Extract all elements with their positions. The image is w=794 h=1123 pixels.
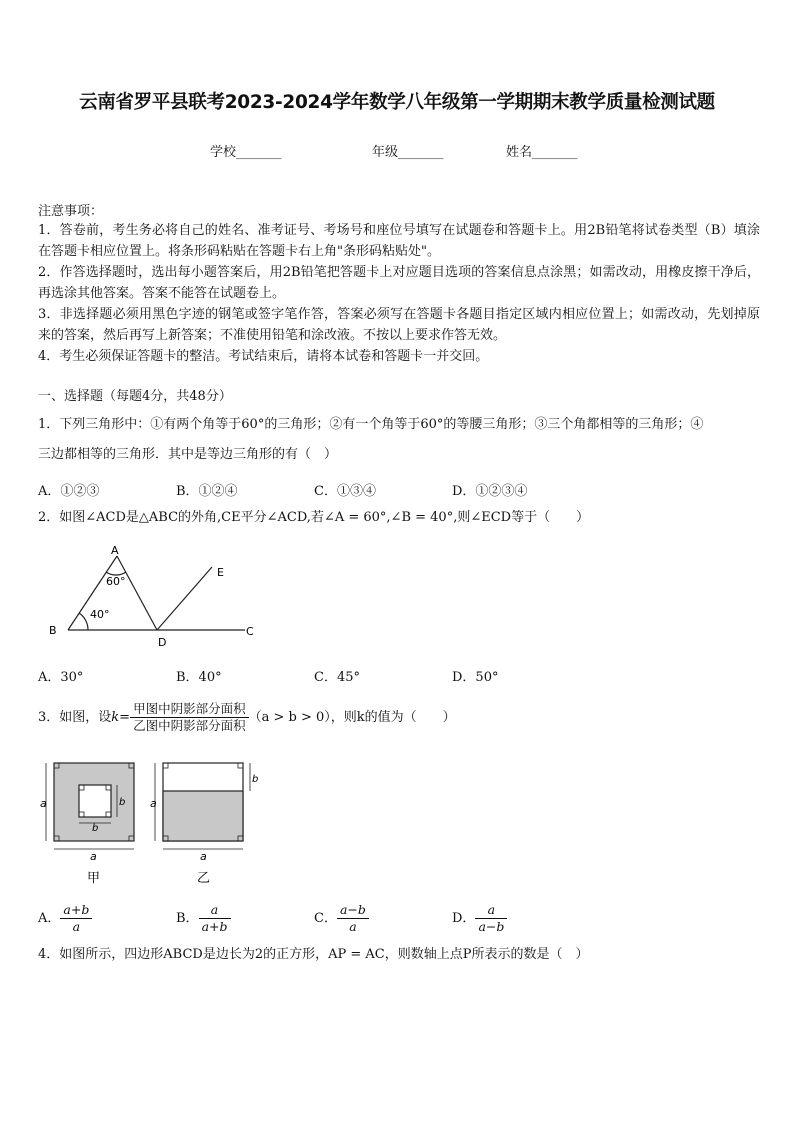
note-4: 4．考生必须保证答题卡的整洁。考试结束后，请将本试卷和答题卡一并交回。 (38, 349, 489, 364)
label-yi: 乙 (197, 871, 211, 886)
q2-option-b: B．40° (176, 670, 222, 685)
q2-stem: 2．如图∠ACD是△ABC的外角,CE平分∠ACD,若∠A = 60°,∠B = 40°,则∠ECD等于（ ） (38, 510, 590, 525)
q3-eq: = (119, 710, 131, 725)
q3-fraction-denominator: 乙图中阴影部分面积 (133, 718, 246, 733)
label-b-right-yi: b (252, 774, 259, 785)
q3-option-b-denominator: a+b (201, 919, 228, 934)
q2-option-c: C．45° (314, 670, 360, 685)
q2-option-a: A．30° (38, 670, 84, 685)
note-2: 2．作答选择题时，选出每小题答案后，用2B铅笔把答题卡上对应题目选项的答案信息点涂黑；如需改动，用橡皮擦干净后，再选涂其他答案。答案不能答在试题卷上。 (38, 265, 760, 301)
q3-option-d-label: D． (452, 911, 476, 926)
q3-option-d (452, 902, 507, 935)
q3-fraction (130, 701, 249, 734)
label-a-left: a (40, 797, 47, 810)
note-3: 3．非选择题必须用黑色字迹的钢笔或签字笔作答，答案必须写在答题卡各题目指定区域内相应位置上；如需改动，先划掉原来的答案，然后再写上新答案；不准使用铅笔和涂改液。不按以上要求作答无效。 (38, 307, 760, 343)
q3-condition: （a > b > 0），则k的值为（ ） (248, 710, 456, 725)
q3-option-c (314, 902, 369, 935)
q1-stem-line2: 三边都相等的三角形．其中是等边三角形的有（ ） (38, 447, 338, 462)
q3-fraction-numerator: 甲图中阴影部分面积 (130, 701, 249, 718)
label-jia: 甲 (87, 871, 101, 886)
figure-yi (150, 763, 258, 886)
label-b-inner-bottom: b (92, 823, 99, 834)
q3-option-b-numerator: a (199, 902, 231, 919)
page-title: 云南省罗平县联考2023-2024学年数学八年级第一学期期末教学质量检测试题 (79, 92, 715, 113)
q3-option-a-numerator: a+b (60, 902, 92, 919)
q2-triangle-figure (40, 540, 270, 655)
label-c: C (246, 625, 254, 638)
q1-option-d: D．①②③④ (452, 484, 528, 499)
name-field: 姓名_______ (506, 145, 578, 160)
label-angle-a: 60° (106, 575, 126, 588)
q3-option-c-fraction (337, 902, 369, 935)
q2-option-d: D．50° (452, 670, 499, 685)
q3-prefix: 3．如图，设 (38, 710, 112, 725)
label-a: A (111, 544, 119, 557)
q3-option-d-numerator: a (475, 902, 507, 919)
q3-option-c-label: C． (314, 911, 337, 926)
q3-option-c-denominator: a (349, 919, 357, 934)
q3-k: k (111, 710, 120, 725)
q1-stem-line1: 1．下列三角形中：①有两个角等于60°的三角形；②有一个角等于60°的等腰三角形；③三个角都相等的三角形；④ (38, 417, 704, 432)
section-heading: 一、选择题（每题4分，共48分） (38, 389, 232, 404)
q3-option-c-numerator: a−b (337, 902, 369, 919)
school-field: 学校_______ (210, 145, 282, 160)
figure-jia (40, 763, 134, 886)
q3-square-figures (40, 755, 270, 890)
note-1: 1．答卷前，考生务必将自己的姓名、准考证号、考场号和座位号填写在试题卷和答题卡上。用2B铅笔将试卷类型（B）填涂在答题卡相应位置上。将条形码粘贴在答题卡右上角"条形码粘贴处"。 (38, 223, 760, 259)
angle-b-arc (79, 613, 88, 630)
q4-stem: 4．如图所示，四边形ABCD是边长为2的正方形，AP = AC，则数轴上点P所表示的数是（ ） (38, 947, 589, 962)
label-b-inner-right: b (119, 797, 126, 808)
notes-heading: 注意事项： (38, 204, 104, 219)
line-ad (117, 556, 157, 630)
line-de (157, 567, 212, 630)
label-e: E (217, 566, 224, 579)
q3-option-b (176, 902, 231, 935)
label-a-bottom: a (90, 850, 97, 863)
q3-option-b-label: B． (176, 911, 199, 926)
q1-option-a: A．①②③ (38, 484, 100, 499)
label-a-left-yi: a (150, 797, 157, 810)
q3-option-d-denominator: a−b (478, 919, 505, 934)
label-d: D (158, 636, 167, 649)
q1-option-c: C．①③④ (314, 484, 376, 499)
q3-option-d-fraction (475, 902, 507, 935)
q3-option-a-label: A． (38, 911, 61, 926)
q1-option-b: B．①②④ (176, 484, 238, 499)
label-a-bottom-yi: a (200, 850, 207, 863)
q3-stem (38, 700, 456, 736)
q3-option-a (38, 902, 92, 935)
q3-option-a-fraction (60, 902, 92, 935)
label-angle-b: 40° (90, 608, 110, 621)
q3-option-b-fraction (199, 902, 231, 935)
label-b: B (49, 624, 57, 637)
q3-option-a-denominator: a (72, 919, 81, 934)
grade-field: 年级_______ (372, 145, 444, 160)
